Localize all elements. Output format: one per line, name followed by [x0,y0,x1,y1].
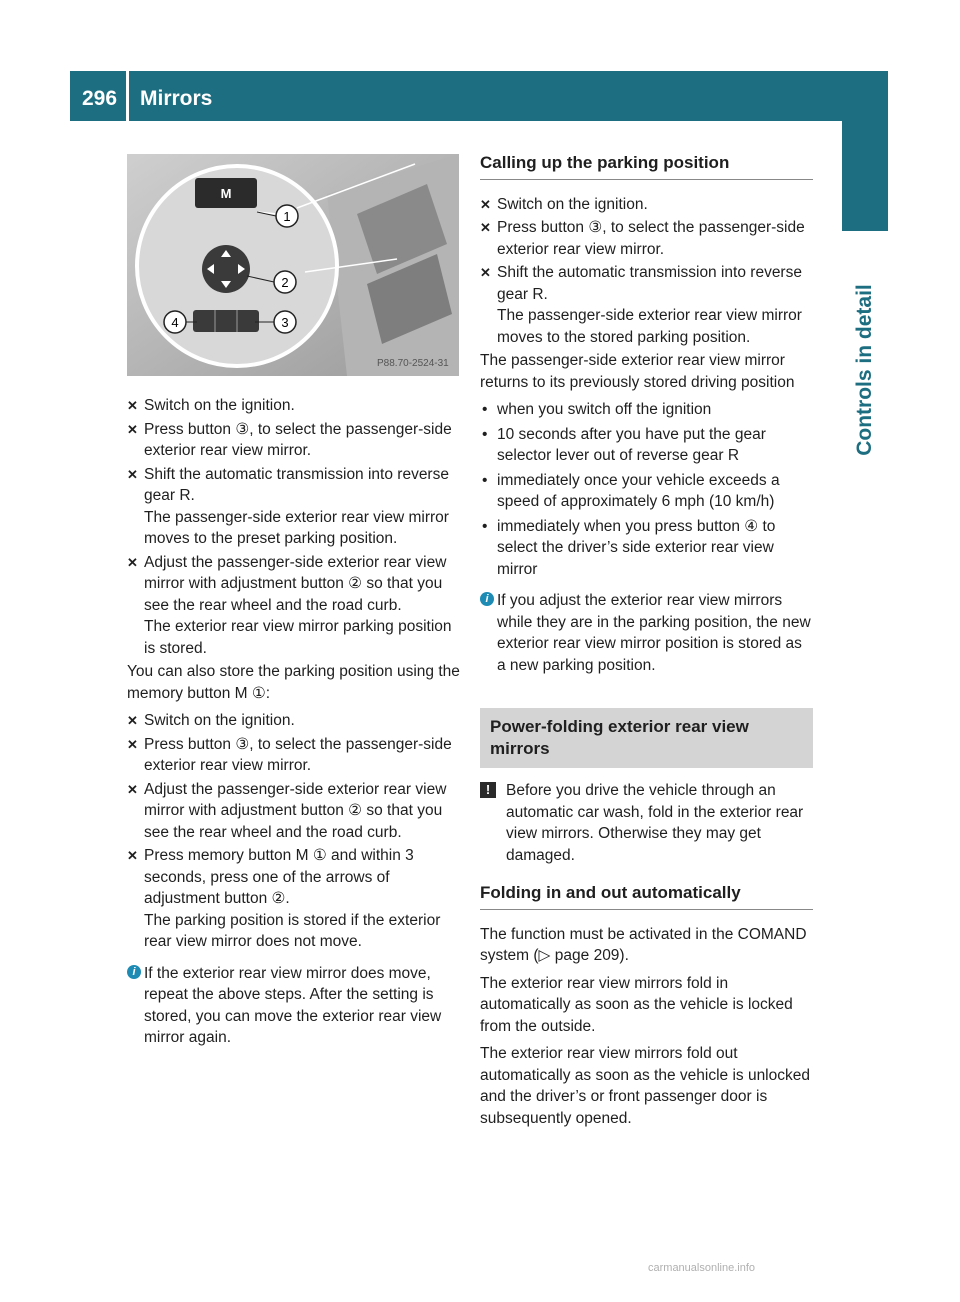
step-arrow-icon: ✕ [127,713,138,728]
page-title: Mirrors [140,87,213,110]
svg-text:4: 4 [171,315,179,330]
info-note-right: i If you adjust the exterior rear view mirrors while they are in the parking position, the new exterior rear view mirror position is stored as a new parking position. [480,590,813,676]
instruction-step: ✕ Switch on the ignition. [127,710,462,732]
instruction-step: ✕ Press button ③, to select the passenger-side exterior rear view mirror. [480,219,805,258]
heading-folding: Folding in and out automatically [480,882,813,910]
callout-4 [164,311,186,333]
instruction-step: ✕ Press button ③, to select the passenger-side exterior rear view mirror. [127,420,452,459]
mirror-switch-photo [127,154,459,376]
side-tab-label-wrap [842,240,888,500]
step-arrow-icon: ✕ [480,265,491,280]
bullet-icon: • [482,401,488,418]
svg-text:3: 3 [281,315,289,330]
body-paragraph: The function must be activated in the COMAND system (▷ page 209). [480,925,807,964]
return-intro: The passenger-side exterior rear view mirror returns to its previously stored driving position [480,352,795,391]
instruction-step: ✕ Press button ③, to select the passenger-side exterior rear view mirror. [127,735,452,774]
svg-text:2: 2 [281,275,289,290]
bullet-icon: • [482,517,488,535]
side-tab-label: Controls in detail [853,284,876,456]
step-arrow-icon: ✕ [127,398,138,413]
bullet-item: • immediately once your vehicle exceeds a speed of approximately 6 mph (10 km/h) [482,471,780,510]
info-note: i If the exterior rear view mirror does move, repeat the above steps. After the setting is stored, you can move the exterior rear view mirror again. [127,963,462,1049]
figure-caption: P88.70-2524-31 [377,358,449,369]
mirror-select-buttons [193,310,259,332]
callout-1 [276,205,298,227]
body-paragraph: The exterior rear view mirrors fold out automatically as soon as the vehicle is unlocked and the driver’s or front passenger door is subsequently opened. [480,1045,810,1127]
instruction-step: ✕ Shift the automatic transmission into reverse gear R. The passenger-side exterior rear view mirror moves to the preset parking position. [127,465,449,547]
step-arrow-icon: ✕ [127,736,138,752]
instruction-step: ✕ Press memory button M ① and within 3 seconds, press one of the arrows of adjustment button ②. The parking position is stored if the exterior rear view mirror does not move. [127,847,441,950]
callout-3 [274,311,296,333]
side-tab [842,121,888,231]
bullet-item: • 10 seconds after you have put the gear selector lever out of reverse gear R [482,425,766,464]
memory-button-label: M [220,186,232,201]
instruction-step: ✕ Switch on the ignition. [127,395,462,417]
heading-calling-parking: Calling up the parking position [480,152,813,180]
warning-note: ! Before you drive the vehicle through an automatic car wash, fold in the exterior rear view mirrors. Otherwise they may get damaged. [480,780,813,866]
info-icon: i [127,965,141,979]
instruction-step: ✕ Adjust the passenger-side exterior rear view mirror with adjustment button ② so that you see the rear wheel and the road curb. The exterior rear view mirror parking position is stored. [127,553,452,657]
left-column [127,395,462,1055]
bullet-item: • immediately when you press button ④ to select the driver’s side exterior rear view mirror [482,517,776,578]
instruction-step: ✕ Switch on the ignition. [480,194,813,216]
section-power-folding: Power-folding exterior rear view mirrors [480,708,813,768]
warning-icon: ! [480,782,496,798]
memory-intro: You can also store the parking position using the memory button M ①: [127,663,460,702]
body-paragraph: The exterior rear view mirrors fold in automatically as soon as the vehicle is locked from the outside. [480,974,793,1035]
step-arrow-icon: ✕ [127,781,138,797]
bullet-icon: • [482,471,488,489]
header-divider [126,71,129,121]
step-arrow-icon: ✕ [127,421,138,437]
step-arrow-icon: ✕ [127,554,138,570]
bullet-item: • when you switch off the ignition [480,399,813,421]
right-column [480,152,813,1135]
bullet-icon: • [482,425,488,443]
instruction-step: ✕ Adjust the passenger-side exterior rear view mirror with adjustment button ② so that you see the rear wheel and the road curb. [127,780,447,841]
step-arrow-icon: ✕ [127,466,138,482]
svg-text:1: 1 [283,209,291,224]
step-arrow-icon: ✕ [480,220,491,235]
watermark-footer: carmanualsonline.info [648,1262,756,1274]
page-number: 296 [82,87,118,110]
step-arrow-icon: ✕ [127,848,138,863]
instruction-step: ✕ Shift the automatic transmission into reverse gear R. The passenger-side exterior rear view mirror moves to the stored parking position. [480,264,802,346]
page-header [70,71,888,121]
step-arrow-icon: ✕ [480,196,491,212]
info-icon: i [480,592,494,606]
callout-2 [274,271,296,293]
